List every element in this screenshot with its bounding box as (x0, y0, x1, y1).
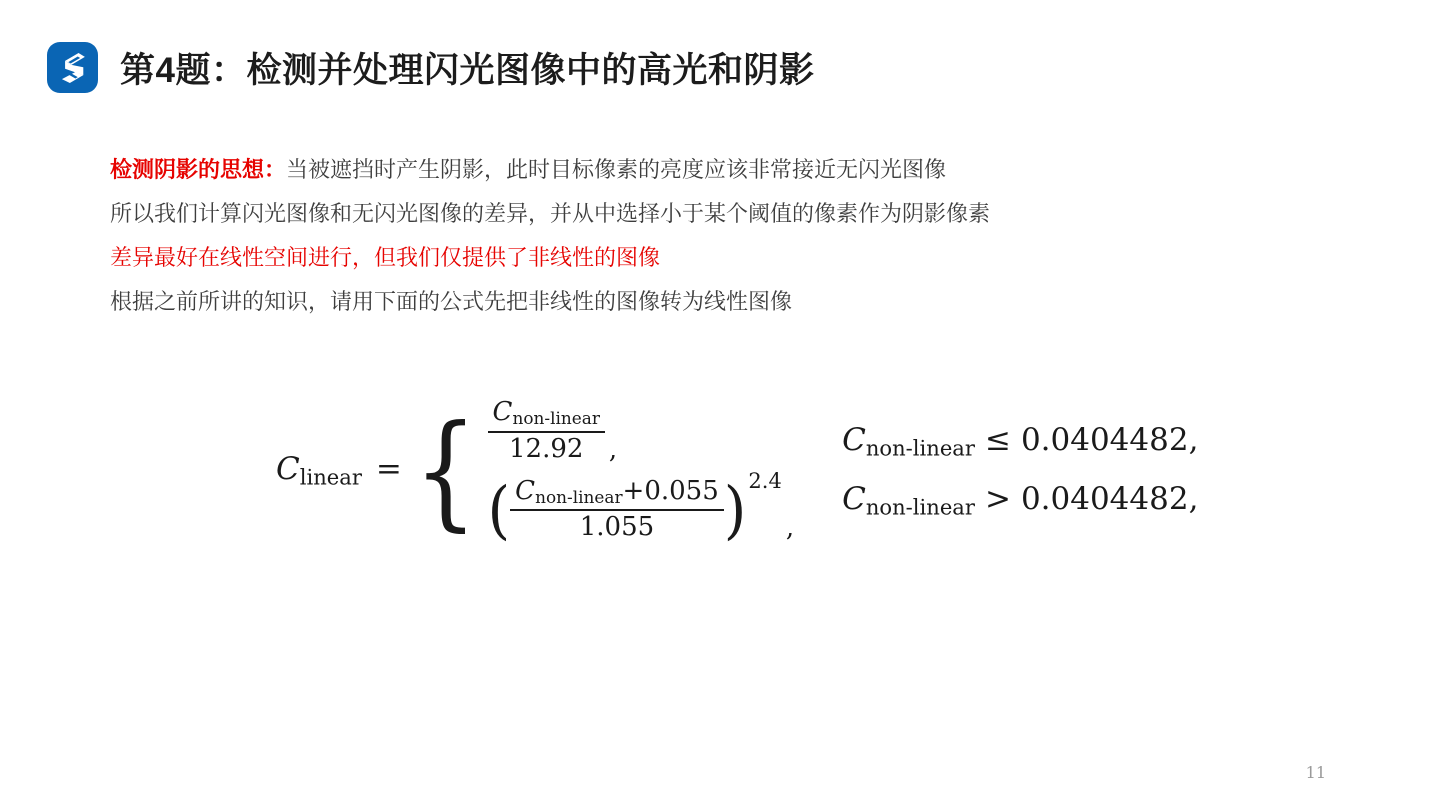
exponent: 2.4 (748, 468, 782, 493)
gt-sign: > (984, 480, 1011, 517)
page-number: 11 (1305, 763, 1326, 782)
fraction-2-denominator: 1.055 (579, 512, 655, 543)
condition-1: Cnon-linear ≤ 0.0404482, (842, 422, 1199, 461)
fraction-1-numerator: Cnon-linear (488, 398, 605, 433)
srgb-to-linear-formula (276, 396, 1199, 547)
text-line-2: 所以我们计算闪光图像和无闪光图像的差异，并从中选择小于某个阈值的像素作为阴影像素 (110, 201, 991, 226)
left-brace: { (413, 396, 478, 544)
fraction-2 (510, 477, 724, 544)
text-line-4: 根据之前所讲的知识，请用下面的公式先把非线性的图像转为线性图像 (110, 289, 793, 314)
university-logo-icon (47, 42, 98, 93)
fraction-1-denominator: 12.92 (509, 433, 584, 464)
body-text (110, 148, 1330, 324)
equals-sign: = (375, 451, 402, 488)
line1-rest: 当被遮挡时产生阴影，此时目标像素的亮度应该非常接近无闪光图像 (286, 157, 947, 182)
formula-lhs: Clinear = (276, 451, 402, 490)
formula-cases (487, 397, 795, 547)
text-line-3-red: 差异最好在线性空间进行，但我们仅提供了非线性的图像 (110, 245, 661, 270)
slide-header (47, 42, 814, 93)
condition-2: Cnon-linear > 0.0404482, (842, 480, 1199, 519)
case-1-expression: $\frac{\text{Cnon-linear}}{12.92}$ , (488, 398, 618, 465)
formula-conditions (842, 422, 1198, 519)
case-2-expression: ( $\frac{\text{Cnon-linear+0.055}}{1.055}$ ) 2.4 , (487, 468, 795, 547)
page-title: 第4题：检测并处理闪光图像中的高光和阴影 (120, 50, 815, 90)
leq-sign: ≤ (984, 422, 1011, 459)
var-c-linear: C (276, 451, 300, 488)
red-lead-label: 检测阴影的思想： (110, 157, 287, 182)
text-line-1 (110, 148, 1330, 192)
fraction-1 (488, 398, 605, 465)
fraction-2-numerator: Cnon-linear+0.055 (510, 477, 724, 512)
